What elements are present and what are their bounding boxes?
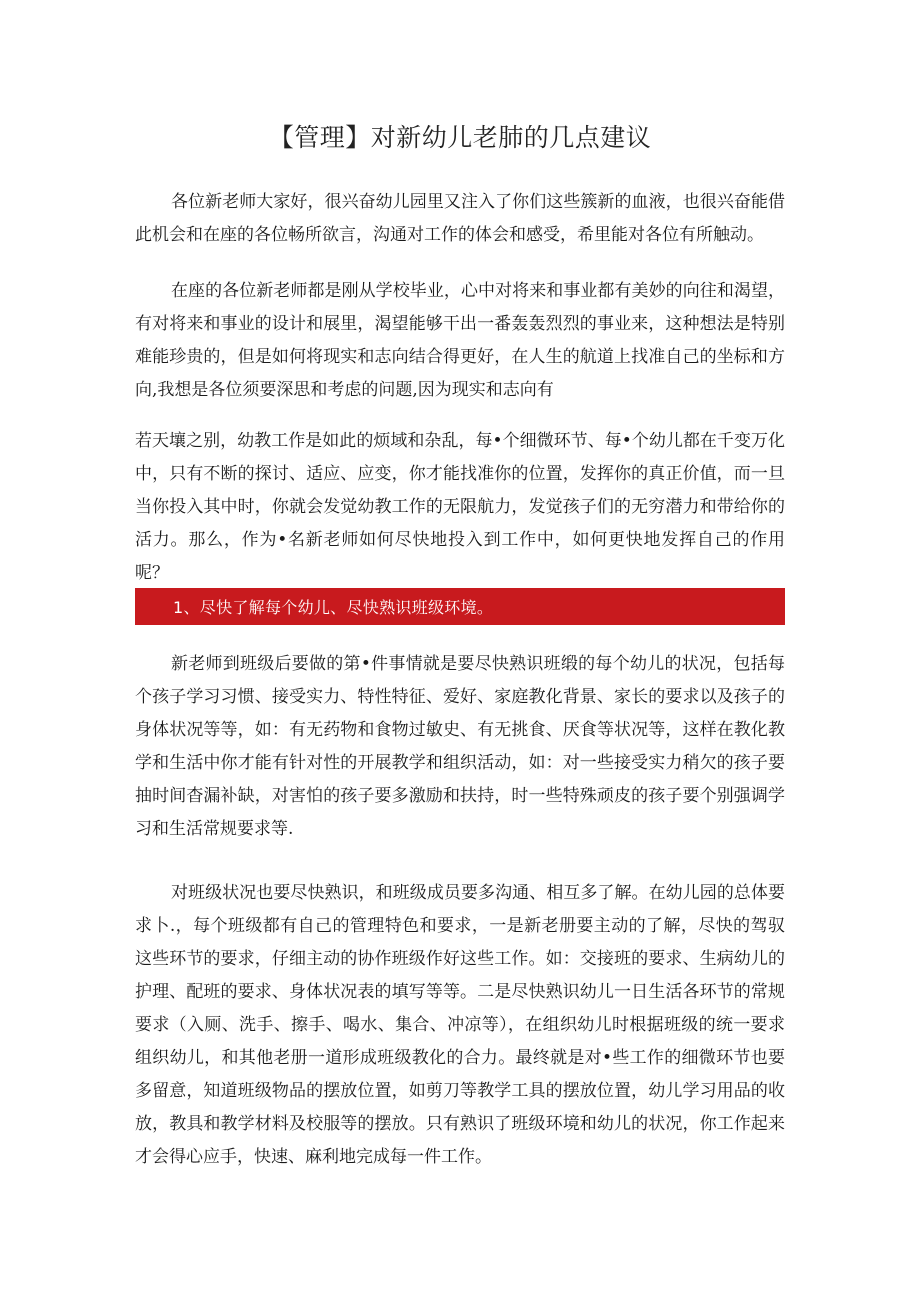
document-title: 【管理】对新幼儿老肺的几点建议 bbox=[268, 123, 652, 152]
section-1-paragraph-2: 对班级状况也要尽快熟识，和班级成员要多沟通、相互多了解。在幼儿园的总体要求卜.，每个班级都有自己的管理特色和要求，一是新老册要主动的了解，尽快的驾驭这些环节的要求，仔细主动的协作班级作好这些工作。如：交接班的要求、生病幼儿的护理、配班的要求、身体状况表的填写等等。二是尽快熟识幼儿一日生活各环节的常规要求（入厕、洗手、擦手、喝水、集合、冲凉等），在组织幼儿时根据班级的统一要求组织幼儿，和其他老册一道形成班级教化的合力。最终就是对•些工作的细微环节也要多留意，知道班级物品的摆放位置，如剪刀等教学工具的摆放位置，幼儿学习用品的收放，教具和教学材料及校服等的摆放。只有熟识了班级环境和幼儿的状况，你工作起来才会得心应手，快速、麻利地完成每一件工作。 bbox=[135, 883, 785, 1167]
section-1-heading: 1、尽快了解每个幼儿、尽快熟识班级环境。 bbox=[173, 598, 494, 617]
intro-paragraph-3: 若天壤之别，幼教工作是如此的烦域和杂乱，每•个细微环节、每•个幼儿都在千变万化中，只有不断的探讨、适应、应变，你才能找准你的位置，发挥你的真正价值，而一旦当你投入其中时，你就会发觉幼教工作的无限航力，发觉孩子们的无穷潜力和带给你的活力。那么，作为•名新老师如何尽快地投入到工作中，如何更快地发挥自己的作用呢？ bbox=[135, 431, 785, 583]
section-1-banner bbox=[135, 588, 785, 625]
intro-paragraph-2: 在座的各位新老师都是刚从学校毕业，心中对将来和事业都有美妙的向往和渴望，有对将来和事业的设计和展里，渴望能够干出一番轰轰烈烈的事业来，这种想法是特别难能珍贵的，但是如何将现实和志向结合得更好，在人生的航道上找准自己的坐标和方向,我想是各位须要深思和考虑的问题,因为现实和志向有 bbox=[135, 281, 785, 400]
intro-paragraph-1: 各位新老师大家好，很兴奋幼儿园里又注入了你们这些簇新的血液，也很兴奋能借此机会和在座的各位畅所欲言，沟通对工作的体会和感受，希里能对各位有所触动。 bbox=[135, 192, 785, 245]
section-1-paragraph-1: 新老师到班级后要做的第•件事情就是要尽快熟识班缎的每个幼儿的状况，包括每个孩子学习习惯、接受实力、特性特征、爱好、家庭教化背景、家长的要求以及孩子的身体状况等等，如：有无药物和食物过敏史、有无挑食、厌食等状况等，这样在教化教学和生活中你才能有针对性的开展教学和组织活动，如：对一些接受实力稍欠的孩子要抽时间杳漏补缺，对害怕的孩子要多激励和扶持，时一些特殊顽皮的孩子要个别强调学习和生活常规要求等. bbox=[135, 654, 785, 839]
